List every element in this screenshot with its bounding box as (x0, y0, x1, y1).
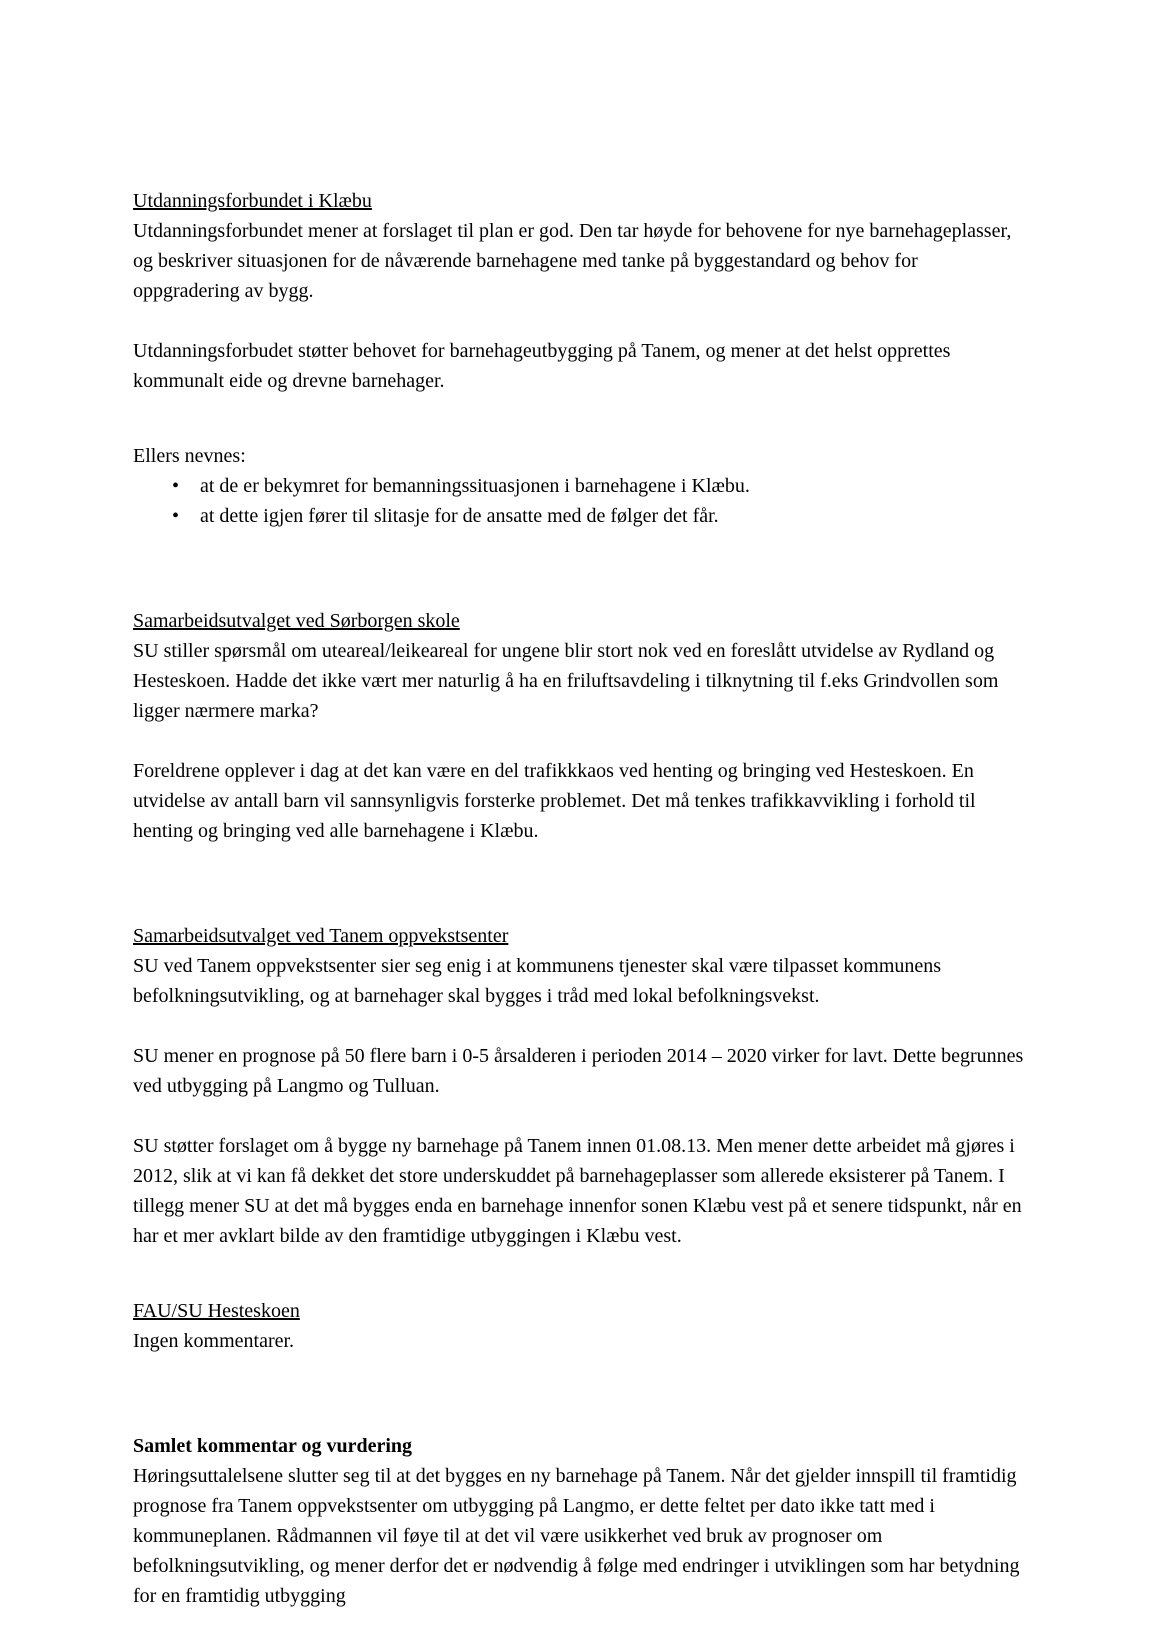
paragraph: SU stiller spørsmål om uteareal/leikeareal for ungene blir stort nok ved en foreslått utvidelse av Rydland og Hesteskoen. Hadde det ikke vært mer naturlig å ha en friluftsavdeling i tilknytning til f.eks Grindvollen som ligger nærmere marka? (133, 640, 999, 722)
paragraph: SU mener en prognose på 50 flere barn i 0-5 årsalderen i perioden 2014 – 2020 virker for lavt. Dette begrunnes ved utbygging på Langmo og Tulluan. (133, 1045, 1024, 1097)
paragraph: Ingen kommentarer. (133, 1330, 295, 1352)
section-heading: Samarbeidsutvalget ved Sørborgen skole (133, 610, 460, 632)
section-tanem (133, 921, 1028, 1251)
paragraph: Høringsuttalelsene slutter seg til at det bygges en ny barnehage på Tanem. Når det gjelder innspill til framtidig prognose fra Tanem oppvekstsenter om utbygging på Langmo, er dette feltet per dato ikke tatt med i kommuneplanen. Rådmannen vil føye til at det vil være usikkerhet ved bruk av prognoser om befolkningsutvikling, og mener derfor det er nødvendig å følge med endringer i utviklingen som har betydning for en framtidig utbygging (133, 1465, 1020, 1607)
bullet-item: • at de er bekymret for bemanningssituasjonen i barnehagene i Klæbu. (133, 471, 1028, 501)
paragraph: Utdanningsforbudet støtter behovet for barnehageutbygging på Tanem, og mener at det helst opprettes kommunalt eide og drevne barnehager. (133, 340, 951, 392)
bullet-item: • at dette igjen fører til slitasje for de ansatte med de følger det får. (133, 501, 1028, 531)
section-heading: Samarbeidsutvalget ved Tanem oppvekstsenter (133, 925, 509, 947)
section-fau-hesteskoen (133, 1296, 1028, 1356)
document-content (133, 186, 1028, 1611)
bullet-list (133, 471, 1028, 531)
paragraph: SU støtter forslaget om å bygge ny barnehage på Tanem innen 01.08.13. Men mener dette arbeidet må gjøres i 2012, slik at vi kan få dekket det store underskuddet på barnehageplasser som allerede eksisterer på Tanem. I tillegg mener SU at det må bygges enda en barnehage innenfor sonen Klæbu vest på et senere tidspunkt, når en har et mer avklart bilde av den framtidige utbyggingen i Klæbu vest. (133, 1135, 1022, 1247)
paragraph: Ellers nevnes: (133, 445, 246, 467)
section-heading: Utdanningsforbundet i Klæbu (133, 190, 372, 212)
section-samlet-kommentar (133, 1431, 1028, 1611)
section-utdanningsforbundet (133, 186, 1028, 531)
paragraph: Foreldrene opplever i dag at det kan være en del trafikkkaos ved henting og bringing ved Hesteskoen. En utvidelse av antall barn vil sannsynligvis forsterke problemet. Det må tenkes trafikkavvikling i forhold til henting og bringing ved alle barnehagene i Klæbu. (133, 760, 976, 842)
section-sorborgen (133, 606, 1028, 846)
section-heading: Samlet kommentar og vurdering (133, 1435, 413, 1457)
section-heading: FAU/SU Hesteskoen (133, 1300, 300, 1322)
paragraph: SU ved Tanem oppvekstsenter sier seg enig i at kommunens tjenester skal være tilpasset kommunens befolkningsutvikling, og at barnehager skal bygges i tråd med lokal befolkningsvekst. (133, 955, 942, 1007)
paragraph: Utdanningsforbundet mener at forslaget til plan er god. Den tar høyde for behovene for nye barnehageplasser, og beskriver situasjonen for de nåværende barnehagene med tanke på byggestandard og behov for oppgradering av bygg. (133, 220, 1012, 302)
